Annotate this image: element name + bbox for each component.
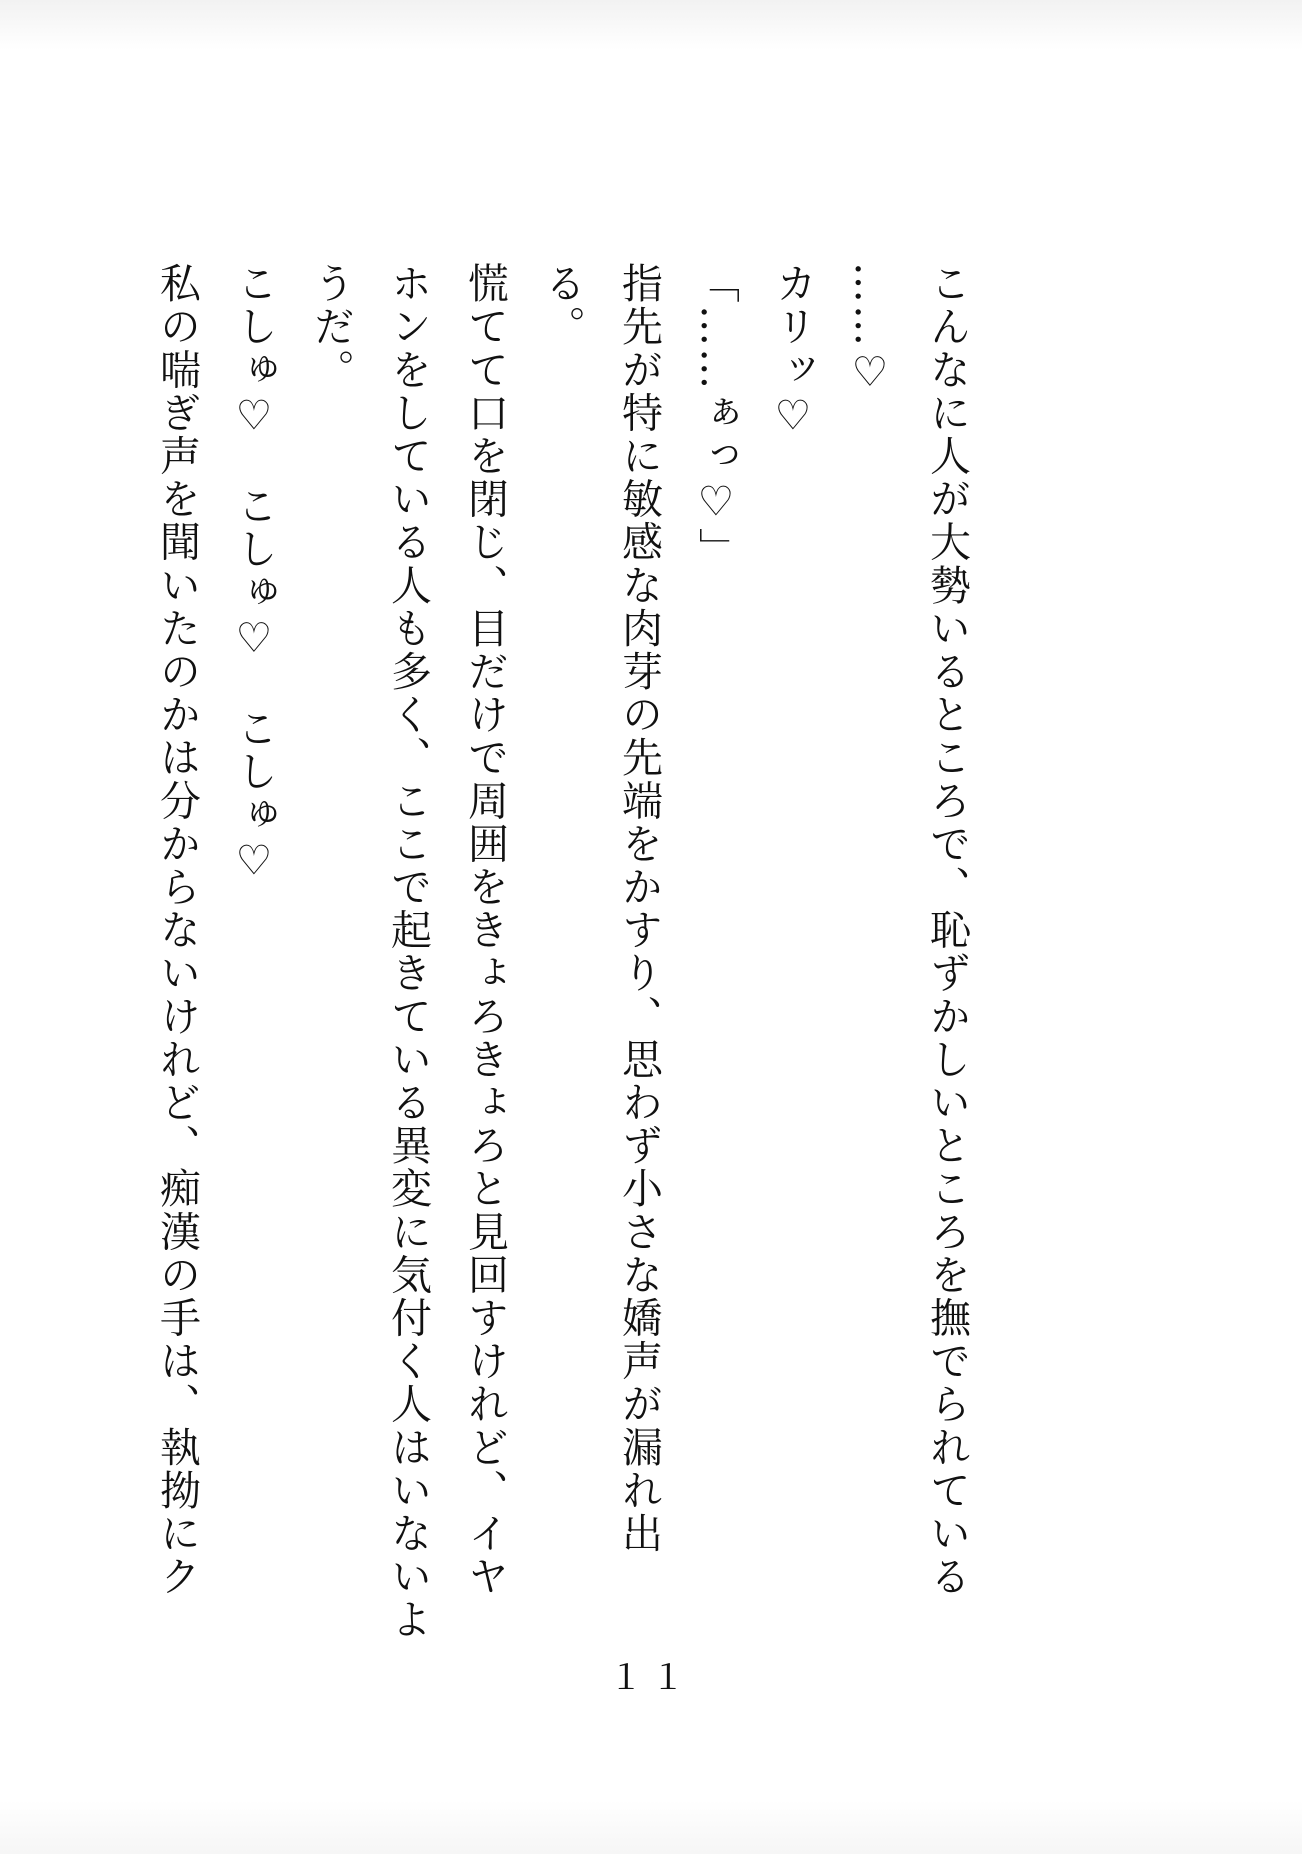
text-line: ホンをしている人も多く、ここで起きている異変に気付く人はいないよ: [384, 262, 432, 1642]
vertical-text-block: [130, 262, 972, 1642]
text-line: 「……ぁっ♡」: [692, 262, 740, 571]
text-line: こんなに人が大勢いるところで、恥ずかしいところを撫でられている: [923, 262, 971, 1599]
text-line: ……♡: [846, 262, 894, 399]
text-line: 指先が特に敏感な肉芽の先端をかすり、思わず小さな嬌声が漏れ出: [615, 262, 663, 1555]
page-number: １１: [609, 1658, 693, 1698]
text-line: こしゅ♡ こしゅ♡ こしゅ♡: [230, 262, 278, 887]
text-line: うだ。: [307, 262, 355, 392]
text-line: る。: [538, 262, 586, 349]
text-line: 慌てて口を閉じ、目だけで周囲をきょろきょろと見回すけれど、イヤ: [461, 262, 509, 1599]
text-line: カリッ♡: [769, 262, 817, 442]
text-line: 私の喘ぎ声を聞いたのかは分からないけれど、痴漢の手は、執拗にク: [153, 262, 201, 1599]
